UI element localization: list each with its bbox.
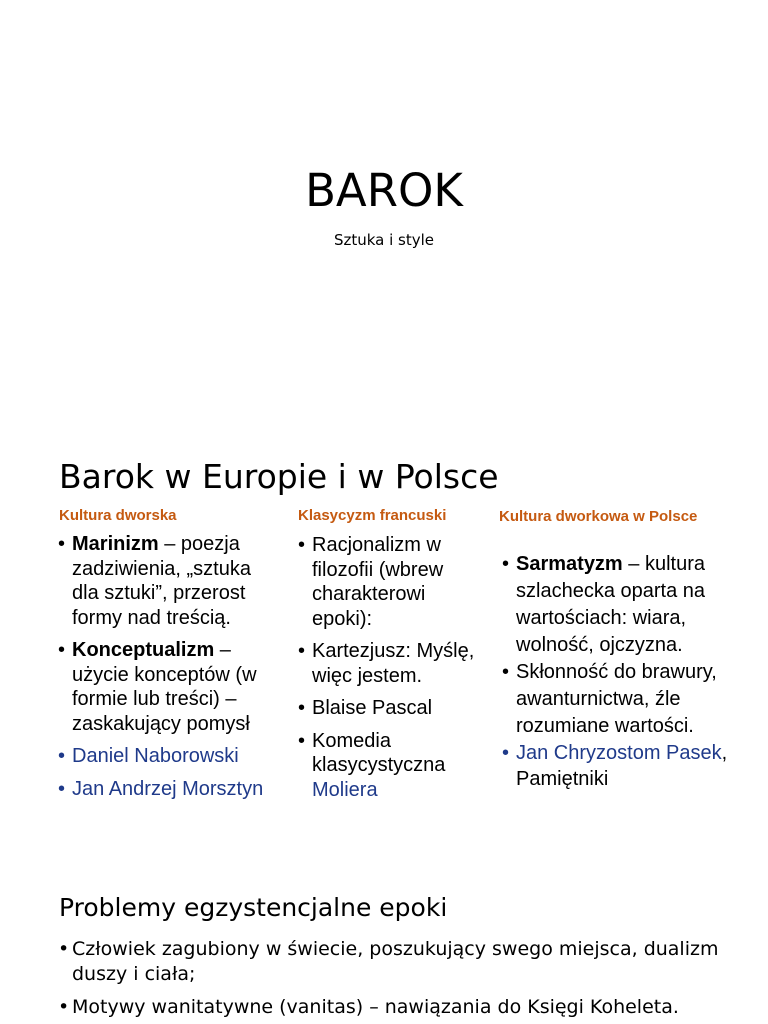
- list-item: • Kartezjusz: Myślę, więc jestem.: [298, 639, 486, 688]
- list-item: • Skłonność do brawury, awanturnictwa, źle rozumiane wartości.: [502, 659, 732, 740]
- link-jan-andrzej-morsztyn[interactable]: • Jan Andrzej Morsztyn: [58, 777, 273, 802]
- slide-subtitle: Sztuka i style: [333, 231, 435, 249]
- list-item: • Komedia klasycystyczna Moliera: [298, 729, 486, 803]
- link-moliera[interactable]: Moliera: [312, 778, 378, 801]
- list-item: • Człowiek zagubiony w świecie, poszukujący swego miejsca, dualizm duszy i ciała;: [58, 937, 730, 987]
- section-heading: Barok w Europie i w Polsce: [59, 457, 499, 496]
- column-list-kultura-dworkowa: [502, 551, 732, 792]
- column-header-kultura-dworkowa: Kultura dworkowa w Polsce: [499, 508, 698, 525]
- list-item: • Sarmatyzm – kultura szlachecka oparta na wartościach: wiara, wolność, ojczyzna.: [502, 551, 732, 659]
- list-item: • Motywy wanitatywne (vanitas) – nawiązania do Księgi Koheleta.: [58, 995, 730, 1020]
- slide-title: BAROK: [305, 164, 463, 217]
- list-item: • Racjonalizm w filozofii (wbrew charakterowi epoki):: [298, 533, 486, 631]
- column-list-kultura-dworska: [58, 532, 273, 801]
- list-item: • Jan Chryzostom Pasek, Pamiętniki: [502, 740, 732, 792]
- link-jan-chryzostom-pasek[interactable]: Jan Chryzostom Pasek: [516, 742, 722, 764]
- column-list-klasycyzm-francuski: [298, 533, 486, 802]
- link-daniel-naborowski[interactable]: • Daniel Naborowski: [58, 744, 273, 769]
- column-header-klasycyzm-francuski: Klasycyzm francuski: [298, 507, 447, 524]
- list-item: • Konceptualizm – użycie konceptów (w formie lub treści) – zaskakujący pomysł: [58, 638, 273, 736]
- list-item: • Marinizm – poezja zadziwienia, „sztuka dla sztuki”, przerost formy nad treścią.: [58, 532, 273, 630]
- list-item: • Blaise Pascal: [298, 696, 486, 721]
- column-header-kultura-dworska: Kultura dworska: [59, 507, 177, 524]
- section-heading-problemy: Problemy egzystencjalne epoki: [59, 893, 448, 922]
- problems-list: [58, 937, 730, 1020]
